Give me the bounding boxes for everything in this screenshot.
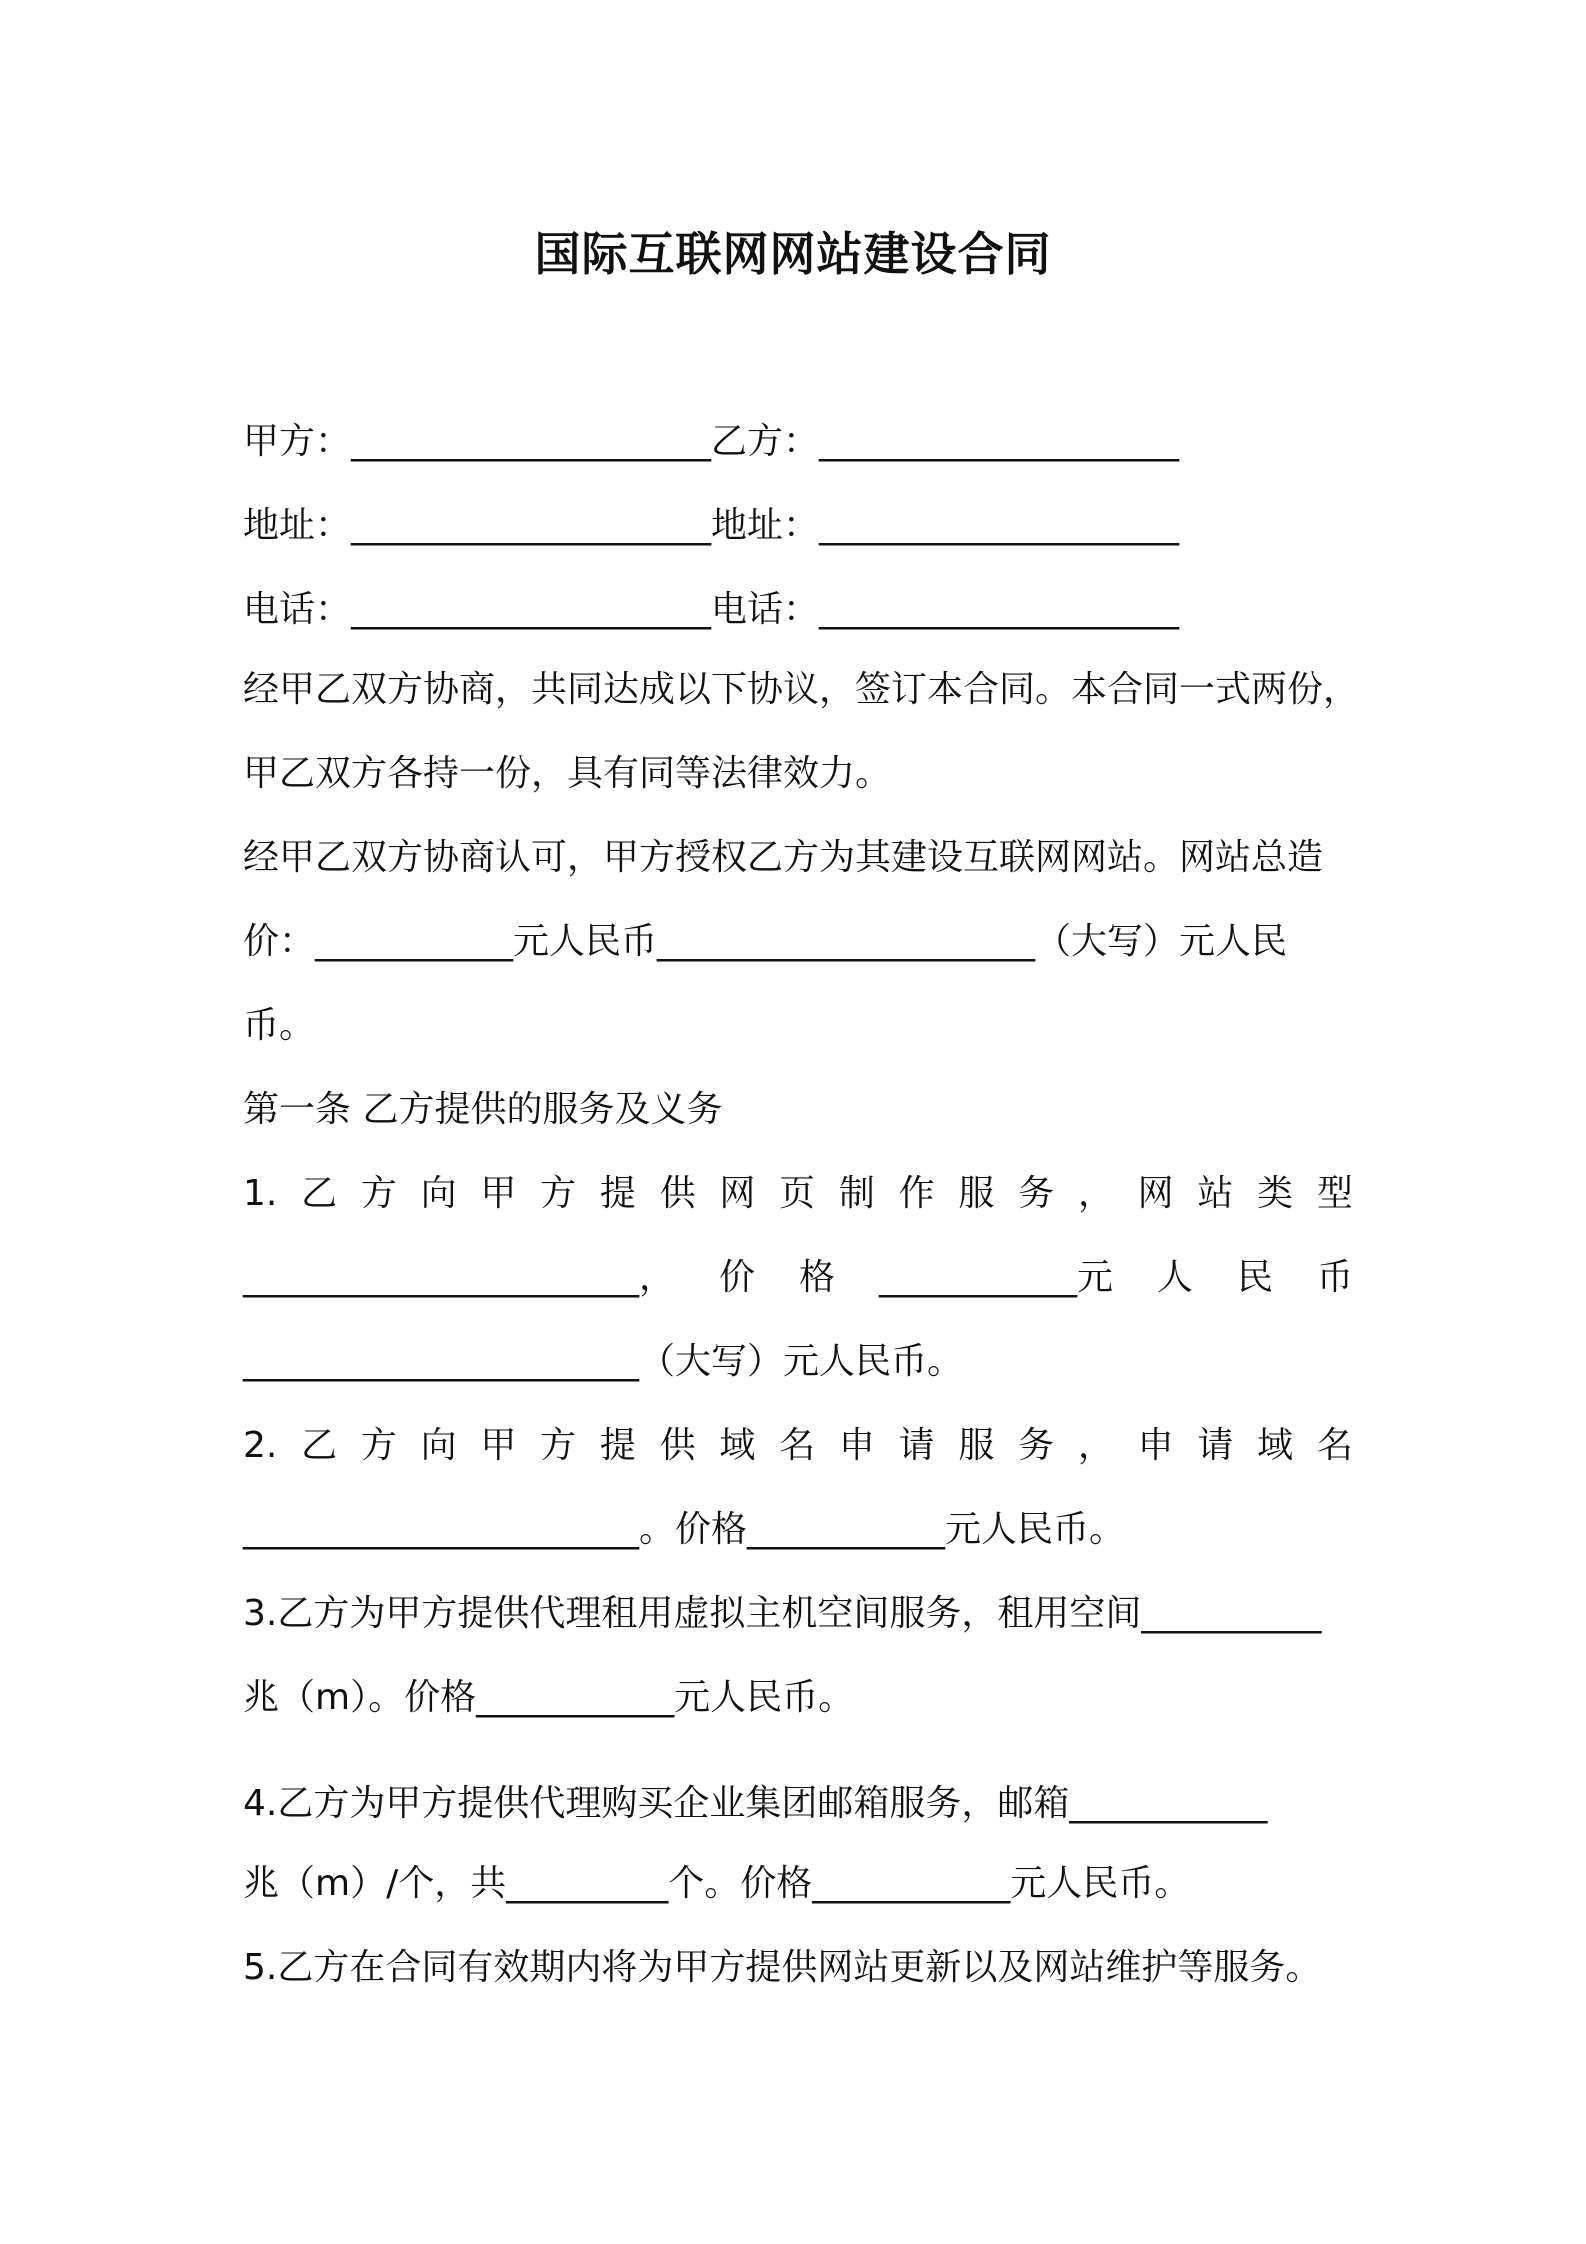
item3-line2: 兆（m）。价格___________元人民币。 <box>243 1677 855 1718</box>
item2-line2: ______________________。价格___________元人民币。 <box>243 1509 1126 1550</box>
item2-word: 请 <box>1197 1425 1234 1466</box>
item2-word: 2. <box>243 1425 278 1466</box>
item1-word: 作 <box>898 1173 935 1214</box>
item1-word: 制 <box>838 1173 875 1214</box>
item2-word: 方 <box>540 1425 577 1466</box>
item2-word: 方 <box>360 1425 397 1466</box>
article-heading: 第一条 乙方提供的服务及义务 <box>243 1089 723 1130</box>
item1-word: ______________________， <box>243 1257 675 1298</box>
item2-word: ， <box>1077 1425 1114 1466</box>
item1-word: 服 <box>958 1173 995 1214</box>
item4-line2: 兆（m）/个，共_________个。价格___________元人民币。 <box>243 1863 1191 1904</box>
item1-word: 方 <box>360 1173 397 1214</box>
item2-word: 请 <box>898 1425 935 1466</box>
item2-word: 域 <box>1257 1425 1294 1466</box>
item3-line1: 3.乙方为甲方提供代理租用虚拟主机空间服务，租用空间__________ <box>243 1593 1322 1634</box>
item1-line1 <box>243 1170 1353 1218</box>
party-address-line: 地址：____________________地址：____________________ <box>243 505 1180 546</box>
intro-paragraph-line: 甲乙双方各持一份，具有同等法律效力。 <box>243 753 892 794</box>
authorization-paragraph-line: 币。 <box>243 1005 316 1046</box>
item1-word: 价 <box>718 1257 755 1298</box>
item2-word: 务 <box>1018 1425 1055 1466</box>
item2-word: 供 <box>659 1425 696 1466</box>
item1-word: 乙 <box>301 1173 338 1214</box>
item1-word: 页 <box>779 1173 816 1214</box>
item1-word: 网 <box>719 1173 756 1214</box>
item2-word: 服 <box>958 1425 995 1466</box>
item1-word: 向 <box>420 1173 457 1214</box>
item1-line3: ______________________（大写）元人民币。 <box>243 1341 964 1382</box>
item1-word: ， <box>1077 1173 1114 1214</box>
item1-word: 方 <box>540 1173 577 1214</box>
item4-line1: 4.乙方为甲方提供代理购买企业集团邮箱服务，邮箱___________ <box>243 1783 1268 1824</box>
item2-word: 申 <box>838 1425 875 1466</box>
party-phone-line: 电话：____________________电话：____________________ <box>243 589 1180 630</box>
item1-word: 民 <box>1236 1257 1273 1298</box>
item1-word: 格 <box>798 1257 835 1298</box>
item2-line1 <box>243 1422 1353 1470</box>
item5-line1: 5.乙方在合同有效期内将为甲方提供网站更新以及网站维护等服务。 <box>243 1947 1322 1988</box>
item1-word: 网 <box>1137 1173 1174 1214</box>
authorization-paragraph-line: 经甲乙双方协商认可，甲方授权乙方为其建设互联网网站。网站总造 <box>243 837 1324 878</box>
item2-word: 域 <box>719 1425 756 1466</box>
item2-word: 乙 <box>301 1425 338 1466</box>
item2-word: 提 <box>599 1425 636 1466</box>
item1-word: 1. <box>243 1173 278 1214</box>
intro-paragraph-line: 经甲乙双方协商，共同达成以下协议，签订本合同。本合同一式两份， <box>243 669 1360 710</box>
item1-word: 站 <box>1197 1173 1234 1214</box>
item2-word: 申 <box>1137 1425 1174 1466</box>
item1-word: 币 <box>1316 1257 1353 1298</box>
item2-word: 名 <box>1316 1425 1353 1466</box>
item1-word: 类 <box>1257 1173 1294 1214</box>
item2-word: 向 <box>420 1425 457 1466</box>
item1-line2 <box>243 1254 1353 1302</box>
authorization-paragraph-line: 价：___________元人民币_____________________（大写）元人民 <box>243 921 1288 962</box>
item1-word: 供 <box>659 1173 696 1214</box>
document-title: 国际互联网网站建设合同 <box>534 227 1052 281</box>
item1-word: 人 <box>1156 1257 1193 1298</box>
item1-word: 务 <box>1018 1173 1055 1214</box>
item1-word: 型 <box>1316 1173 1353 1214</box>
party-name-line: 甲方：____________________乙方：____________________ <box>243 421 1180 462</box>
item2-word: 名 <box>779 1425 816 1466</box>
item2-word: 甲 <box>480 1425 517 1466</box>
item1-word: ___________元 <box>878 1257 1113 1298</box>
item1-word: 甲 <box>480 1173 517 1214</box>
item1-word: 提 <box>599 1173 636 1214</box>
